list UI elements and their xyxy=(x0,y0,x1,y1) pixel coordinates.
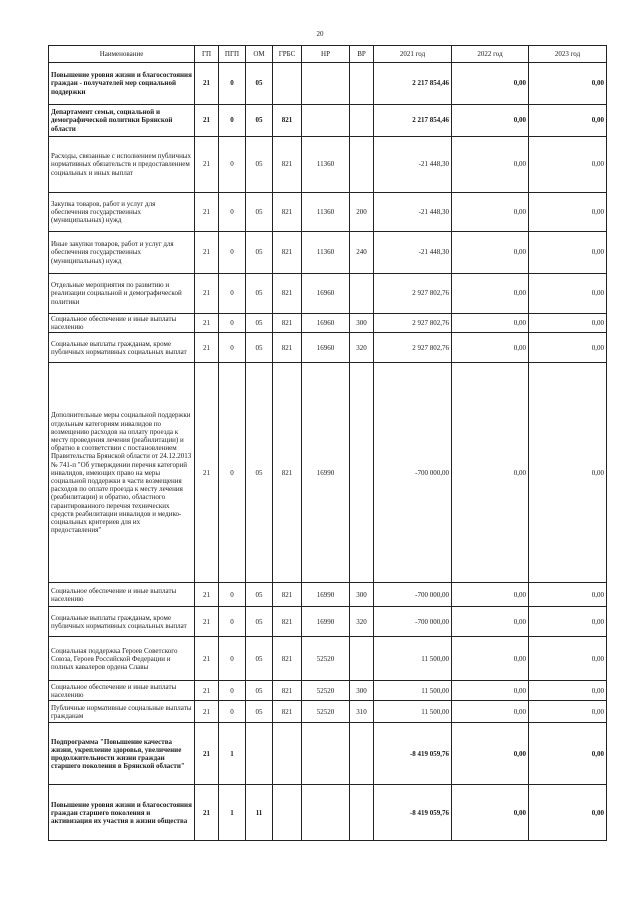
cell-om: 05 xyxy=(246,137,273,193)
cell-grbs: 821 xyxy=(273,681,302,701)
cell-name: Социальное обеспечение и иные выплаты населению xyxy=(49,314,195,333)
cell-nr: 16960 xyxy=(302,333,350,363)
cell-gp: 21 xyxy=(195,723,219,785)
cell-y2022: 0,00 xyxy=(452,785,529,841)
cell-y2022: 0,00 xyxy=(452,137,529,193)
cell-y2021: -21 448,30 xyxy=(374,232,452,274)
table-row xyxy=(49,583,607,607)
cell-vr: 300 xyxy=(350,583,374,607)
cell-vr: 300 xyxy=(350,681,374,701)
cell-nr: 16990 xyxy=(302,363,350,583)
cell-y2021: 2 927 802,76 xyxy=(374,274,452,314)
cell-gp: 21 xyxy=(195,333,219,363)
cell-nr: 11360 xyxy=(302,232,350,274)
cell-vr: 310 xyxy=(350,701,374,723)
cell-grbs: 821 xyxy=(273,193,302,232)
cell-y2022: 0,00 xyxy=(452,105,529,137)
table-row xyxy=(49,785,607,841)
cell-om: 11 xyxy=(246,785,273,841)
cell-y2021: 11 500,00 xyxy=(374,681,452,701)
cell-om: 05 xyxy=(246,333,273,363)
table-row xyxy=(49,701,607,723)
cell-y2023: 0,00 xyxy=(529,274,607,314)
cell-y2023: 0,00 xyxy=(529,723,607,785)
cell-grbs: 821 xyxy=(273,701,302,723)
col-header-gp: ГП xyxy=(195,46,219,63)
cell-nr xyxy=(302,63,350,105)
cell-y2022: 0,00 xyxy=(452,333,529,363)
cell-vr xyxy=(350,637,374,681)
cell-name: Иные закупки товаров, работ и услуг для обеспечения государственных (муниципальных) нужд xyxy=(49,232,195,274)
col-header-2021: 2021 год xyxy=(374,46,452,63)
cell-gp: 21 xyxy=(195,105,219,137)
cell-name: Социальные выплаты гражданам, кроме публичных нормативных социальных выплат xyxy=(49,333,195,363)
cell-pgp: 0 xyxy=(219,681,246,701)
cell-grbs: 821 xyxy=(273,607,302,637)
cell-name: Расходы, связанные с исполнением публичных нормативных обязательств и предоставлением социальных и иных выплат xyxy=(49,137,195,193)
cell-vr: 320 xyxy=(350,333,374,363)
cell-y2021: 2 217 854,46 xyxy=(374,63,452,105)
cell-y2022: 0,00 xyxy=(452,607,529,637)
cell-name: Социальные выплаты гражданам, кроме публичных нормативных социальных выплат xyxy=(49,607,195,637)
cell-gp: 21 xyxy=(195,63,219,105)
cell-pgp: 0 xyxy=(219,607,246,637)
cell-name: Социальное обеспечение и иные выплаты населению xyxy=(49,583,195,607)
cell-gp: 21 xyxy=(195,607,219,637)
table-header-row xyxy=(49,46,607,63)
cell-grbs xyxy=(273,723,302,785)
cell-nr xyxy=(302,105,350,137)
cell-grbs: 821 xyxy=(273,274,302,314)
cell-nr: 16960 xyxy=(302,274,350,314)
cell-gp: 21 xyxy=(195,681,219,701)
cell-y2021: -8 419 059,76 xyxy=(374,785,452,841)
cell-nr: 16990 xyxy=(302,583,350,607)
col-header-2022: 2022 год xyxy=(452,46,529,63)
cell-y2021: -21 448,30 xyxy=(374,193,452,232)
table-row xyxy=(49,723,607,785)
cell-name: Социальное обеспечение и иные выплаты населению xyxy=(49,681,195,701)
cell-om: 05 xyxy=(246,681,273,701)
cell-y2023: 0,00 xyxy=(529,63,607,105)
cell-y2023: 0,00 xyxy=(529,681,607,701)
col-header-grbs: ГРБС xyxy=(273,46,302,63)
cell-nr: 52520 xyxy=(302,701,350,723)
cell-grbs: 821 xyxy=(273,333,302,363)
budget-table xyxy=(48,45,607,841)
cell-y2021: 11 500,00 xyxy=(374,701,452,723)
cell-y2023: 0,00 xyxy=(529,583,607,607)
cell-grbs: 821 xyxy=(273,232,302,274)
cell-om: 05 xyxy=(246,274,273,314)
cell-pgp: 0 xyxy=(219,583,246,607)
cell-nr: 52520 xyxy=(302,681,350,701)
cell-y2022: 0,00 xyxy=(452,63,529,105)
cell-gp: 21 xyxy=(195,274,219,314)
cell-name: Закупка товаров, работ и услуг для обеспечения государственных (муниципальных) нужд xyxy=(49,193,195,232)
cell-nr xyxy=(302,785,350,841)
table-row xyxy=(49,63,607,105)
cell-om: 05 xyxy=(246,105,273,137)
col-header-name: Наименование xyxy=(49,46,195,63)
cell-y2021: 2 217 854,46 xyxy=(374,105,452,137)
cell-om: 05 xyxy=(246,232,273,274)
table-row xyxy=(49,232,607,274)
cell-nr: 16960 xyxy=(302,314,350,333)
cell-y2021: 11 500,00 xyxy=(374,637,452,681)
col-header-2023: 2023 год xyxy=(529,46,607,63)
cell-pgp: 1 xyxy=(219,723,246,785)
cell-nr: 11360 xyxy=(302,137,350,193)
table-row xyxy=(49,333,607,363)
table-row xyxy=(49,607,607,637)
cell-grbs xyxy=(273,785,302,841)
cell-om: 05 xyxy=(246,583,273,607)
cell-y2023: 0,00 xyxy=(529,637,607,681)
col-header-nr: НР xyxy=(302,46,350,63)
cell-vr xyxy=(350,274,374,314)
cell-name: Социальная поддержка Героев Советского Союза, Героев Российской Федерации и полных кавалеров ордена Славы xyxy=(49,637,195,681)
cell-grbs: 821 xyxy=(273,314,302,333)
cell-gp: 21 xyxy=(195,137,219,193)
cell-gp: 21 xyxy=(195,785,219,841)
cell-y2023: 0,00 xyxy=(529,193,607,232)
cell-y2022: 0,00 xyxy=(452,314,529,333)
cell-y2021: 2 927 802,76 xyxy=(374,333,452,363)
page-number: 20 xyxy=(316,30,324,38)
cell-y2021: -700 000,00 xyxy=(374,607,452,637)
cell-nr: 52520 xyxy=(302,637,350,681)
cell-y2023: 0,00 xyxy=(529,232,607,274)
cell-y2023: 0,00 xyxy=(529,363,607,583)
table-row xyxy=(49,193,607,232)
cell-pgp: 0 xyxy=(219,363,246,583)
cell-grbs: 821 xyxy=(273,583,302,607)
cell-grbs xyxy=(273,63,302,105)
cell-pgp: 0 xyxy=(219,314,246,333)
cell-gp: 21 xyxy=(195,363,219,583)
cell-gp: 21 xyxy=(195,583,219,607)
cell-vr xyxy=(350,363,374,583)
cell-om: 05 xyxy=(246,63,273,105)
cell-name: Повышение уровня жизни и благосостояния граждан старшего поколения и активизация их участия в жизни общества xyxy=(49,785,195,841)
table-row xyxy=(49,314,607,333)
cell-name: Отдельные мероприятия по развитию и реализации социальной и демографической политики xyxy=(49,274,195,314)
cell-om: 05 xyxy=(246,637,273,681)
cell-vr xyxy=(350,785,374,841)
cell-y2023: 0,00 xyxy=(529,105,607,137)
cell-om: 05 xyxy=(246,193,273,232)
cell-y2021: 2 927 802,76 xyxy=(374,314,452,333)
cell-nr: 11360 xyxy=(302,193,350,232)
cell-nr: 16990 xyxy=(302,607,350,637)
cell-y2022: 0,00 xyxy=(452,583,529,607)
cell-vr: 200 xyxy=(350,193,374,232)
cell-vr: 320 xyxy=(350,607,374,637)
cell-vr xyxy=(350,105,374,137)
cell-name: Публичные нормативные социальные выплаты гражданам xyxy=(49,701,195,723)
cell-nr xyxy=(302,723,350,785)
cell-om: 05 xyxy=(246,701,273,723)
table-body xyxy=(49,63,607,841)
cell-vr: 300 xyxy=(350,314,374,333)
cell-y2022: 0,00 xyxy=(452,363,529,583)
cell-om: 05 xyxy=(246,314,273,333)
table-row xyxy=(49,105,607,137)
table-row xyxy=(49,274,607,314)
cell-y2023: 0,00 xyxy=(529,333,607,363)
cell-pgp: 0 xyxy=(219,137,246,193)
cell-grbs: 821 xyxy=(273,637,302,681)
table-row xyxy=(49,681,607,701)
cell-gp: 21 xyxy=(195,314,219,333)
cell-y2023: 0,00 xyxy=(529,607,607,637)
cell-y2023: 0,00 xyxy=(529,785,607,841)
cell-om xyxy=(246,723,273,785)
cell-vr: 240 xyxy=(350,232,374,274)
cell-y2021: -700 000,00 xyxy=(374,583,452,607)
cell-y2022: 0,00 xyxy=(452,637,529,681)
cell-y2023: 0,00 xyxy=(529,701,607,723)
cell-grbs: 821 xyxy=(273,363,302,583)
cell-om: 05 xyxy=(246,607,273,637)
cell-name: Повышение уровня жизни и благосостояния граждан - получателей мер социальной поддержки xyxy=(49,63,195,105)
cell-y2022: 0,00 xyxy=(452,193,529,232)
cell-grbs: 821 xyxy=(273,137,302,193)
cell-pgp: 0 xyxy=(219,333,246,363)
cell-vr xyxy=(350,723,374,785)
cell-gp: 21 xyxy=(195,701,219,723)
col-header-om: ОМ xyxy=(246,46,273,63)
cell-name: Подпрограмма "Повышение качества жизни, укрепление здоровья, увеличение продолжительности жизни граждан старшего поколения в Брянской области" xyxy=(49,723,195,785)
cell-vr xyxy=(350,63,374,105)
cell-y2023: 0,00 xyxy=(529,314,607,333)
cell-gp: 21 xyxy=(195,193,219,232)
cell-y2022: 0,00 xyxy=(452,681,529,701)
table-row xyxy=(49,137,607,193)
col-header-pgp: ПГП xyxy=(219,46,246,63)
cell-vr xyxy=(350,137,374,193)
cell-y2021: -700 000,00 xyxy=(374,363,452,583)
cell-pgp: 0 xyxy=(219,701,246,723)
cell-y2021: -21 448,30 xyxy=(374,137,452,193)
cell-y2023: 0,00 xyxy=(529,137,607,193)
cell-y2022: 0,00 xyxy=(452,723,529,785)
cell-y2022: 0,00 xyxy=(452,701,529,723)
cell-name: Дополнительные меры социальной поддержки отдельным категориям инвалидов по возмещению расходов на оплату проезда к месту проведения лечения (реабилитации) и обратно в соответствии с постановлением Правительства Брянской области от 24.12.2013 № 741-п "Об утверждении перечня категорий инвалидов, имеющих право на меры социальной поддержки в части возмещения расходов по оплате проезда к месту лечения (реабилитации) и обратно, областного гарантированного перечня технических средств реабилитации инвалидов и медико-социальных критериев для их предоставления" xyxy=(49,363,195,583)
col-header-vr: ВР xyxy=(350,46,374,63)
cell-gp: 21 xyxy=(195,232,219,274)
cell-pgp: 0 xyxy=(219,105,246,137)
cell-grbs: 821 xyxy=(273,105,302,137)
cell-pgp: 0 xyxy=(219,232,246,274)
cell-pgp: 0 xyxy=(219,637,246,681)
cell-pgp: 0 xyxy=(219,193,246,232)
table-row xyxy=(49,363,607,583)
table-row xyxy=(49,637,607,681)
cell-pgp: 0 xyxy=(219,63,246,105)
cell-y2022: 0,00 xyxy=(452,274,529,314)
cell-y2022: 0,00 xyxy=(452,232,529,274)
cell-gp: 21 xyxy=(195,637,219,681)
cell-y2021: -8 419 059,76 xyxy=(374,723,452,785)
cell-pgp: 1 xyxy=(219,785,246,841)
cell-om: 05 xyxy=(246,363,273,583)
cell-pgp: 0 xyxy=(219,274,246,314)
cell-name: Департамент семьи, социальной и демографической политики Брянской области xyxy=(49,105,195,137)
